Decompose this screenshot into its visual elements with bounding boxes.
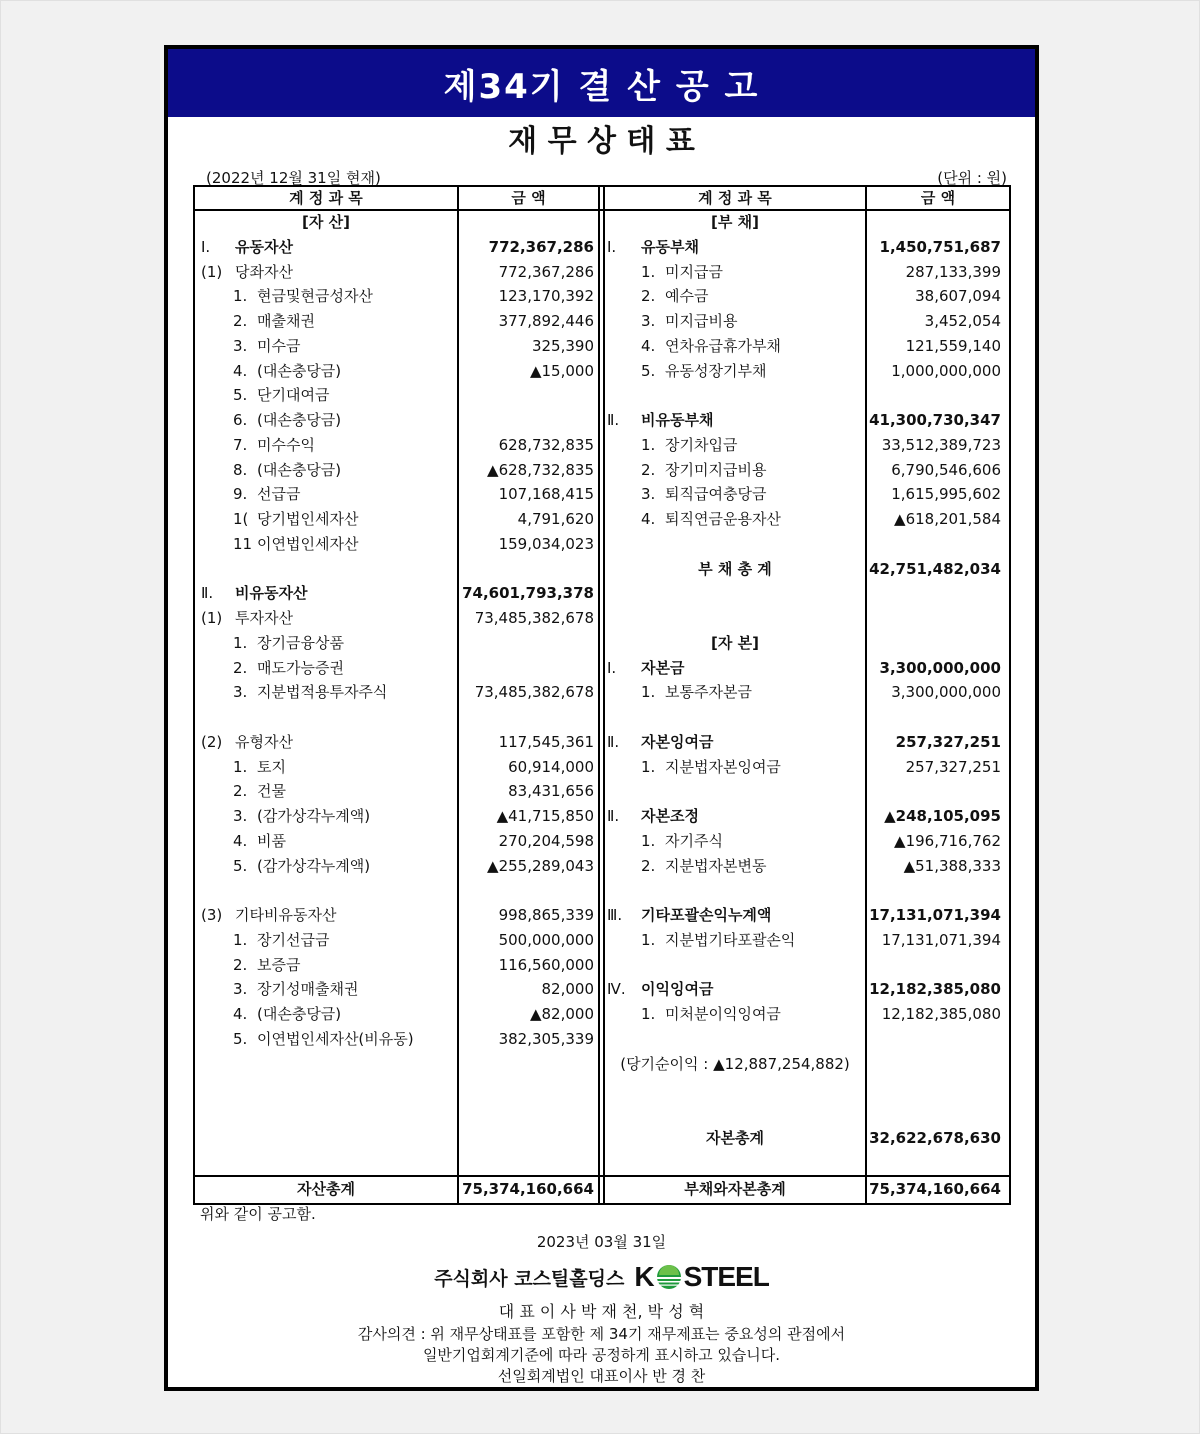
assets-total-label: 자산총계 (297, 1180, 355, 1198)
subtotal-label: 부 채 총 계 (698, 559, 772, 578)
amount-value: 83,431,656 (508, 782, 594, 801)
row-number: 4. (233, 361, 248, 380)
header-right-amount: 금 액 (920, 189, 956, 207)
amount-value: 42,751,482,034 (869, 559, 1001, 578)
header-left-account: 계 정 과 목 (289, 189, 363, 207)
amount-value: 270,204,598 (498, 831, 594, 850)
amount-value: 628,732,835 (498, 435, 594, 454)
row-number: Ⅱ. (607, 411, 620, 429)
row-number: 8. (233, 460, 248, 479)
amount-value: 377,892,446 (498, 312, 594, 330)
amount-value: 3,300,000,000 (891, 683, 1001, 702)
row-number: (1) (201, 262, 223, 281)
account-label: 기타포괄손익누계액 (641, 906, 772, 924)
account-label: 미지급비용 (665, 312, 738, 330)
account-label: 선급금 (257, 485, 301, 504)
account-label: 미지급금 (665, 262, 723, 281)
amount-value: 159,034,023 (498, 534, 594, 553)
amount-value: 73,485,382,678 (474, 683, 594, 702)
amount-value: 121,559,140 (905, 336, 1001, 355)
logo-letter-k: K (634, 1261, 654, 1292)
amount-value: 772,367,286 (488, 237, 594, 256)
amount-value: 12,182,385,080 (869, 980, 1001, 999)
amount-value: 1,615,995,602 (891, 485, 1001, 504)
amount-value: 73,485,382,678 (474, 609, 594, 627)
row-number: Ⅰ. (607, 658, 617, 677)
row-number: 2. (233, 782, 248, 801)
auditor-line: 선일회계법인 대표이사 반 경 찬 (497, 1367, 706, 1385)
ceo-line: 대 표 이 사 박 재 천, 박 성 혁 (498, 1302, 705, 1321)
row-number: 1. (641, 831, 656, 850)
account-label: 건물 (257, 782, 286, 801)
document-title: 재 무 상 태 표 (508, 124, 695, 159)
amount-value: 998,865,339 (498, 906, 594, 924)
company-line (168, 1259, 1035, 1295)
amount-value: 117,545,361 (498, 732, 594, 751)
assets-total-amount: 75,374,160,664 (462, 1180, 594, 1198)
row-number: 2. (233, 658, 248, 677)
column-divider (598, 187, 600, 1203)
net-income-note: (당기순이익 : ▲12,887,254,882) (620, 1054, 850, 1073)
row-number: 3. (641, 312, 656, 330)
row-number: 9. (233, 485, 248, 504)
company-name: 주식회사 코스틸홀딩스 (434, 1267, 625, 1290)
amount-value: ▲82,000 (529, 1005, 594, 1023)
row-number: Ⅲ. (607, 906, 623, 924)
account-label: 단기대여금 (257, 386, 330, 405)
amount-value: ▲196,716,762 (894, 831, 1001, 850)
account-label: 당좌자산 (235, 262, 293, 281)
amount-value: 287,133,399 (905, 262, 1001, 281)
row-number: 5. (641, 361, 656, 380)
amount-value: 123,170,392 (498, 287, 594, 306)
amount-value: 116,560,000 (498, 955, 594, 974)
settlement-notice (164, 45, 1039, 1391)
account-label: 현금및현금성자산 (257, 287, 373, 306)
amount-value: 325,390 (531, 336, 594, 355)
row-number: 1. (641, 683, 656, 702)
account-label: 지분법기타포괄손익 (665, 930, 796, 949)
row-number: Ⅰ. (607, 237, 617, 256)
logo-sun-icon (655, 1263, 683, 1291)
amount-value: 3,452,054 (924, 312, 1001, 330)
row-number: 3. (233, 807, 248, 825)
account-label: 장기선급금 (257, 930, 330, 949)
header-left-amount: 금 액 (511, 189, 546, 207)
balance-sheet-table (193, 185, 1011, 1205)
amount-value: 32,622,678,630 (869, 1128, 1001, 1147)
account-label: 유동성장기부채 (665, 361, 767, 380)
account-label: 매도가능증권 (257, 658, 344, 677)
account-label: 이익잉여금 (641, 980, 714, 999)
amount-value: 1,000,000,000 (891, 361, 1001, 380)
amount-value: 3,300,000,000 (879, 658, 1001, 677)
amount-value: 33,512,389,723 (881, 435, 1001, 454)
account-label: 미수금 (257, 336, 301, 355)
audit-opinion-line-1: 감사의견 : 위 재무상태표를 포함한 제 34기 재무제표는 중요성의 관점에서 (357, 1325, 846, 1343)
row-number: 1( (233, 510, 249, 528)
account-label: (대손충당금) (257, 361, 342, 380)
section-heading: [자 산] (302, 213, 350, 231)
amount-value: 257,327,251 (905, 757, 1001, 776)
amount-value: ▲628,732,835 (487, 460, 594, 479)
section-heading: [부 채] (711, 213, 759, 231)
account-label: 퇴직연금운용자산 (665, 510, 781, 528)
header-right-account: 계 정 과 목 (698, 189, 772, 207)
row-number: Ⅱ. (607, 807, 620, 825)
account-label: 예수금 (665, 287, 709, 306)
unit-label: (단위 : 원) (937, 169, 1007, 187)
row-number: 2. (641, 287, 656, 306)
account-label: 당기법인세자산 (257, 510, 359, 528)
row-number: 4. (233, 831, 248, 850)
row-number: Ⅰ. (201, 237, 211, 256)
as-of-date: (2022년 12월 31일 현재) (206, 169, 381, 187)
amount-value: ▲51,388,333 (903, 856, 1001, 875)
account-label: (대손충당금) (257, 411, 342, 429)
row-number: 2. (641, 460, 656, 479)
notice-statement: 위와 같이 공고함. (200, 1205, 316, 1223)
amount-value: 1,450,751,687 (879, 237, 1001, 256)
row-number: 4. (233, 1005, 248, 1023)
amount-value: 38,607,094 (915, 287, 1001, 306)
amount-value: ▲618,201,584 (894, 510, 1001, 528)
row-number: (2) (201, 732, 223, 751)
account-label: 자기주식 (665, 831, 723, 850)
amount-value: 772,367,286 (498, 262, 594, 281)
row-number: 1. (641, 262, 656, 281)
row-number: 2. (233, 955, 248, 974)
audit-opinion-line-2: 일반기업회계기준에 따라 공정하게 표시하고 있습니다. (422, 1346, 781, 1364)
account-label: 보통주자본금 (665, 683, 752, 702)
account-label: 장기금융상품 (257, 633, 344, 652)
row-number: 2. (233, 312, 248, 330)
account-label: 지분법자본잉여금 (665, 757, 781, 776)
notice-date: 2023년 03월 31일 (536, 1233, 667, 1251)
row-number: 5. (233, 856, 248, 875)
account-label: (감가상각누계액) (257, 807, 371, 825)
account-label: 장기차입금 (665, 435, 738, 454)
amount-value: 6,790,546,606 (891, 460, 1001, 479)
logo-word-steel: STEEL (683, 1261, 769, 1292)
subtotal-label: 자본총계 (706, 1128, 764, 1147)
account-label: 이연법인세자산(비유동) (257, 1029, 414, 1048)
account-label: 장기미지급비용 (665, 460, 767, 479)
account-label: 토지 (257, 757, 286, 776)
row-number: 1. (641, 435, 656, 454)
amount-value: 382,305,339 (498, 1029, 594, 1048)
amount-value: ▲15,000 (529, 361, 594, 380)
account-label: 유형자산 (235, 732, 293, 751)
account-label: 비유동부채 (641, 411, 714, 429)
row-number: 1. (641, 757, 656, 776)
account-label: 자본조정 (641, 807, 699, 825)
account-label: 기타비유동자산 (235, 906, 337, 924)
row-number: 4. (641, 510, 656, 528)
amount-value: 17,131,071,394 (881, 930, 1001, 949)
amount-value: 107,168,415 (498, 485, 594, 504)
row-number: 11 (233, 534, 253, 553)
account-label: 보증금 (257, 955, 301, 974)
account-label: 비유동자산 (235, 584, 308, 603)
account-label: 자본잉여금 (641, 732, 714, 751)
account-label: 유동부채 (641, 237, 699, 256)
row-number: 1. (233, 757, 248, 776)
row-number: (3) (201, 906, 223, 924)
row-number: 1. (641, 1005, 656, 1023)
account-label: 비품 (257, 831, 286, 850)
amount-value: 82,000 (541, 980, 594, 999)
row-number: 3. (233, 683, 248, 702)
liab-equity-total-label: 부채와자본총계 (684, 1180, 786, 1198)
amount-value: ▲41,715,850 (496, 807, 594, 825)
account-label: (대손충당금) (257, 460, 342, 479)
account-label: 퇴직급여충당금 (665, 485, 767, 504)
account-label: 자본금 (641, 658, 685, 677)
account-label: 지분법적용투자주식 (257, 683, 388, 702)
kosteel-logo (634, 1261, 768, 1293)
row-number: 1. (233, 633, 248, 652)
account-label: 미수수익 (257, 435, 315, 454)
row-number: 4. (641, 336, 656, 355)
row-number: 5. (233, 1029, 248, 1048)
account-label: 장기성매출채권 (257, 980, 359, 999)
account-label: 매출채권 (257, 312, 315, 330)
row-number: 3. (233, 336, 248, 355)
row-number: 1. (233, 287, 248, 306)
row-number: Ⅳ. (607, 980, 626, 999)
row-number: Ⅱ. (607, 732, 620, 751)
account-label: (대손충당금) (257, 1005, 342, 1023)
row-number: 1. (641, 930, 656, 949)
row-number: 3. (233, 980, 248, 999)
account-label: 유동자산 (235, 237, 293, 256)
account-label: 투자자산 (235, 609, 293, 627)
amount-value: ▲248,105,095 (884, 807, 1001, 825)
section-heading: [자 본] (711, 633, 759, 652)
notice-banner: 제34기 결 산 공 고 (168, 49, 1035, 117)
row-number: 3. (641, 485, 656, 504)
amount-value: 74,601,793,378 (462, 584, 594, 603)
account-label: 지분법자본변동 (665, 856, 767, 875)
account-label: 이연법인세자산 (257, 534, 359, 553)
amount-value: 257,327,251 (895, 732, 1001, 751)
liab-equity-total-amount: 75,374,160,664 (869, 1180, 1001, 1198)
amount-value: 12,182,385,080 (881, 1005, 1001, 1023)
amount-value: 500,000,000 (498, 930, 594, 949)
amount-value: 60,914,000 (508, 757, 594, 776)
account-label: 미처분이익잉여금 (665, 1005, 781, 1023)
amount-value: 41,300,730,347 (869, 411, 1001, 429)
amount-value: 4,791,620 (517, 510, 594, 528)
amount-value: 17,131,071,394 (869, 906, 1001, 924)
row-number: Ⅱ. (201, 584, 214, 603)
row-number: (1) (201, 609, 223, 627)
account-label: (감가상각누계액) (257, 856, 371, 875)
row-number: 6. (233, 411, 248, 429)
amount-value: ▲255,289,043 (487, 856, 594, 875)
row-number: 7. (233, 435, 248, 454)
row-number: 1. (233, 930, 248, 949)
row-number: 5. (233, 386, 248, 405)
account-label: 연차유급휴가부채 (665, 336, 781, 355)
row-number: 2. (641, 856, 656, 875)
